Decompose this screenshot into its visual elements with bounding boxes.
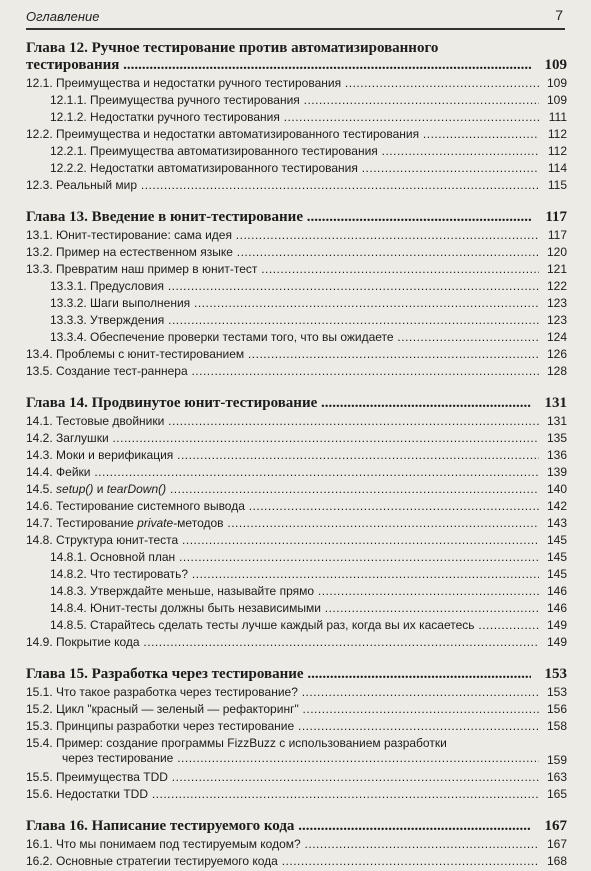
page-number: 7 bbox=[555, 7, 563, 23]
toc-entry: 13.1. Юнит-тестирование: сама идея ..... 117 bbox=[26, 228, 567, 243]
toc-entry: 15.4. Пример: создание программы FizzBuzz с использованием разработки через тестирование ..... 159 bbox=[26, 736, 567, 768]
chapter-12-page: 109 bbox=[544, 57, 567, 73]
toc-entry: 16.2. Основные стратегии тестируемого кода ..... 168 bbox=[26, 854, 567, 869]
toc-entry: 14.7. Тестирование private-методов ..... 143 bbox=[26, 516, 567, 531]
chapter-15-page: 153 bbox=[544, 666, 567, 682]
toc-entry: 16.1. Что мы понимаем под тестируемым кодом? ..... 167 bbox=[26, 837, 567, 852]
toc-entry: 13.2. Пример на естественном языке ..... 120 bbox=[26, 245, 567, 260]
toc-entry: 13.3.3. Утверждения ..... 123 bbox=[50, 313, 567, 328]
toc-entry: 13.5. Создание тест-раннера ..... 128 bbox=[26, 364, 567, 379]
toc-entry: 14.8.4. Юнит-тесты должны быть независимыми ..... 146 bbox=[50, 601, 567, 616]
toc-entry: 12.1.1. Преимущества ручного тестирования ..... 109 bbox=[50, 93, 567, 108]
toc-entry: 12.2. Преимущества и недостатки автоматизированного тестирования ..... 112 bbox=[26, 127, 567, 142]
chapter-12-title-line1: Глава 12. Ручное тестирование против автоматизированного bbox=[26, 40, 439, 56]
toc-entry: 15.6. Недостатки TDD ..... 165 bbox=[26, 787, 567, 802]
chapter-13-title: Глава 13. Введение в юнит-тестирование ..... bbox=[26, 209, 531, 226]
toc-entry: 14.1. Тестовые двойники ..... 131 bbox=[26, 414, 567, 429]
toc-entry: 12.1.2. Недостатки ручного тестирования ..... 111 bbox=[50, 110, 567, 125]
toc-entry: 15.2. Цикл "красный — зеленый — рефакторинг" ..... 156 bbox=[26, 702, 567, 717]
toc-entry: 13.3. Превратим наш пример в юнит-тест ..... 121 bbox=[26, 262, 567, 277]
chapter-16-page: 167 bbox=[544, 818, 567, 834]
toc-entry: 12.2.2. Недостатки автоматизированного тестирования ..... 114 bbox=[50, 161, 567, 176]
toc-entry: 13.3.2. Шаги выполнения ..... 123 bbox=[50, 296, 567, 311]
header-title: Оглавление bbox=[26, 9, 100, 24]
chapter-12-heading bbox=[26, 40, 567, 74]
toc-entry: 14.9. Покрытие кода ..... 149 bbox=[26, 635, 567, 650]
toc-entry: 14.8.2. Что тестировать? ..... 145 bbox=[50, 567, 567, 582]
toc-entry: 12.1. Преимущества и недостатки ручного тестирования ..... 109 bbox=[26, 76, 567, 91]
chapter-16-title: Глава 16. Написание тестируемого кода ..... bbox=[26, 818, 531, 835]
toc-entry: 15.5. Преимущества TDD ..... 163 bbox=[26, 770, 567, 785]
toc-entry: 14.3. Моки и верификация ..... 136 bbox=[26, 448, 567, 463]
toc-entry: 14.6. Тестирование системного вывода ..... 142 bbox=[26, 499, 567, 514]
chapter-16-heading bbox=[26, 818, 567, 835]
chapter-14-title: Глава 14. Продвинутое юнит-тестирование ..... bbox=[26, 395, 531, 412]
toc-entry: 13.4. Проблемы с юнит-тестированием ..... 126 bbox=[26, 347, 567, 362]
toc-entry: 14.4. Фейки ..... 139 bbox=[26, 465, 567, 480]
toc-entry: 14.8.1. Основной план ..... 145 bbox=[50, 550, 567, 565]
toc-entry: 14.5. setup() и tearDown() ..... 140 bbox=[26, 482, 567, 497]
page-header bbox=[26, 6, 565, 30]
chapter-13-heading bbox=[26, 209, 567, 226]
chapter-14-heading bbox=[26, 395, 567, 412]
table-of-contents bbox=[26, 40, 567, 871]
toc-entry: 15.1. Что такое разработка через тестирование? ..... 153 bbox=[26, 685, 567, 700]
toc-entry: 13.3.1. Предусловия ..... 122 bbox=[50, 279, 567, 294]
toc-entry: 14.2. Заглушки ..... 135 bbox=[26, 431, 567, 446]
toc-entry: 14.8.5. Старайтесь сделать тесты лучше каждый раз, когда вы их касаетесь ..... 149 bbox=[50, 618, 567, 633]
chapter-14-page: 131 bbox=[544, 395, 567, 411]
toc-entry: 13.3.4. Обеспечение проверки тестами того, что вы ожидаете ..... 124 bbox=[50, 330, 567, 345]
chapter-12-title-line2: тестирования ..... bbox=[26, 57, 531, 74]
toc-entry: 14.8.3. Утверждайте меньше, называйте прямо ..... 146 bbox=[50, 584, 567, 599]
chapter-13-page: 117 bbox=[545, 209, 567, 225]
chapter-15-heading bbox=[26, 666, 567, 683]
toc-entry: 12.3. Реальный мир ..... 115 bbox=[26, 178, 567, 193]
toc-entry: 15.3. Принципы разработки через тестирование ..... 158 bbox=[26, 719, 567, 734]
toc-entry: 14.8. Структура юнит-теста ..... 145 bbox=[26, 533, 567, 548]
chapter-15-title: Глава 15. Разработка через тестирование ..... bbox=[26, 666, 531, 683]
toc-entry: 12.2.1. Преимущества автоматизированного тестирования ..... 112 bbox=[50, 144, 567, 159]
